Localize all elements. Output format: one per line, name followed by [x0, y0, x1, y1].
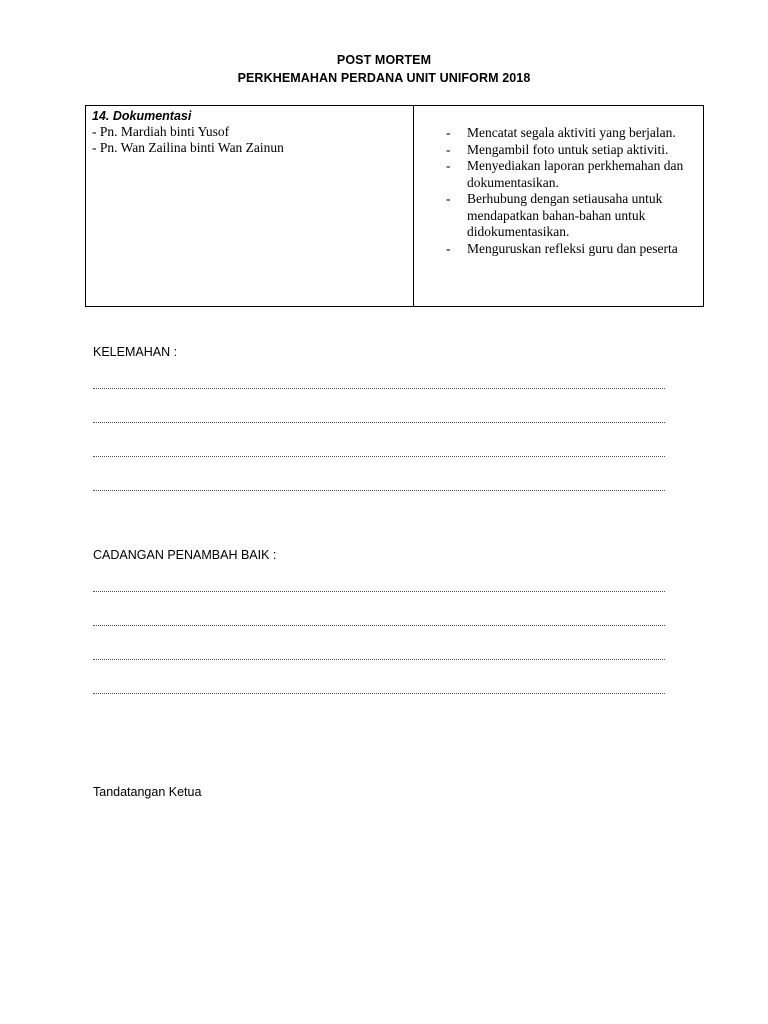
list-item: [446, 241, 696, 258]
task-text: Menyediakan laporan perkhemahan dan dokumentasikan.: [467, 158, 684, 190]
document-subtitle: PERKHEMAHAN PERDANA UNIT UNIFORM 2018: [237, 71, 531, 85]
list-item: [446, 142, 696, 159]
weaknesses-blank-line: [93, 456, 665, 457]
task-text: Mencatat segala aktiviti yang berjalan.: [467, 125, 676, 140]
list-item: [446, 158, 696, 191]
weaknesses-blank-line: [93, 388, 665, 389]
task-text: Menguruskan refleksi guru dan peserta: [467, 240, 678, 256]
bullet-dash: -: [446, 141, 451, 157]
suggestions-blank-line: [93, 591, 665, 592]
suggestions-blank-line: [93, 693, 665, 694]
signature-label: Tandatangan Ketua: [93, 785, 202, 799]
list-item: [446, 125, 696, 142]
bullet-dash: -: [446, 191, 451, 206]
suggestions-blank-line: [93, 625, 665, 626]
suggestions-label: CADANGAN PENAMBAH BAIK :: [93, 548, 277, 562]
committee-member: - Pn. Wan Zailina binti Wan Zainun: [92, 140, 284, 155]
bullet-dash: -: [446, 158, 451, 173]
bullet-dash: -: [446, 240, 451, 256]
suggestions-blank-line: [93, 659, 665, 660]
table-column-divider: [413, 106, 414, 306]
document-title: POST MORTEM: [336, 53, 432, 67]
task-list: [446, 125, 696, 257]
weaknesses-blank-line: [93, 422, 665, 423]
weaknesses-blank-line: [93, 490, 665, 491]
bullet-dash: -: [446, 125, 451, 140]
weaknesses-label: KELEMAHAN :: [93, 345, 178, 359]
table-cell-committee: [92, 108, 402, 156]
duty-table: [85, 105, 704, 307]
list-item: [446, 191, 696, 241]
task-text: Berhubung dengan setiausaha untuk mendapatkan bahan-bahan untuk didokumentasikan.: [467, 191, 663, 239]
task-text: Mengambil foto untuk setiap aktiviti.: [467, 141, 669, 157]
section-heading: 14. Dokumentasi: [92, 109, 192, 123]
committee-member: - Pn. Mardiah binti Yusof: [92, 124, 230, 139]
